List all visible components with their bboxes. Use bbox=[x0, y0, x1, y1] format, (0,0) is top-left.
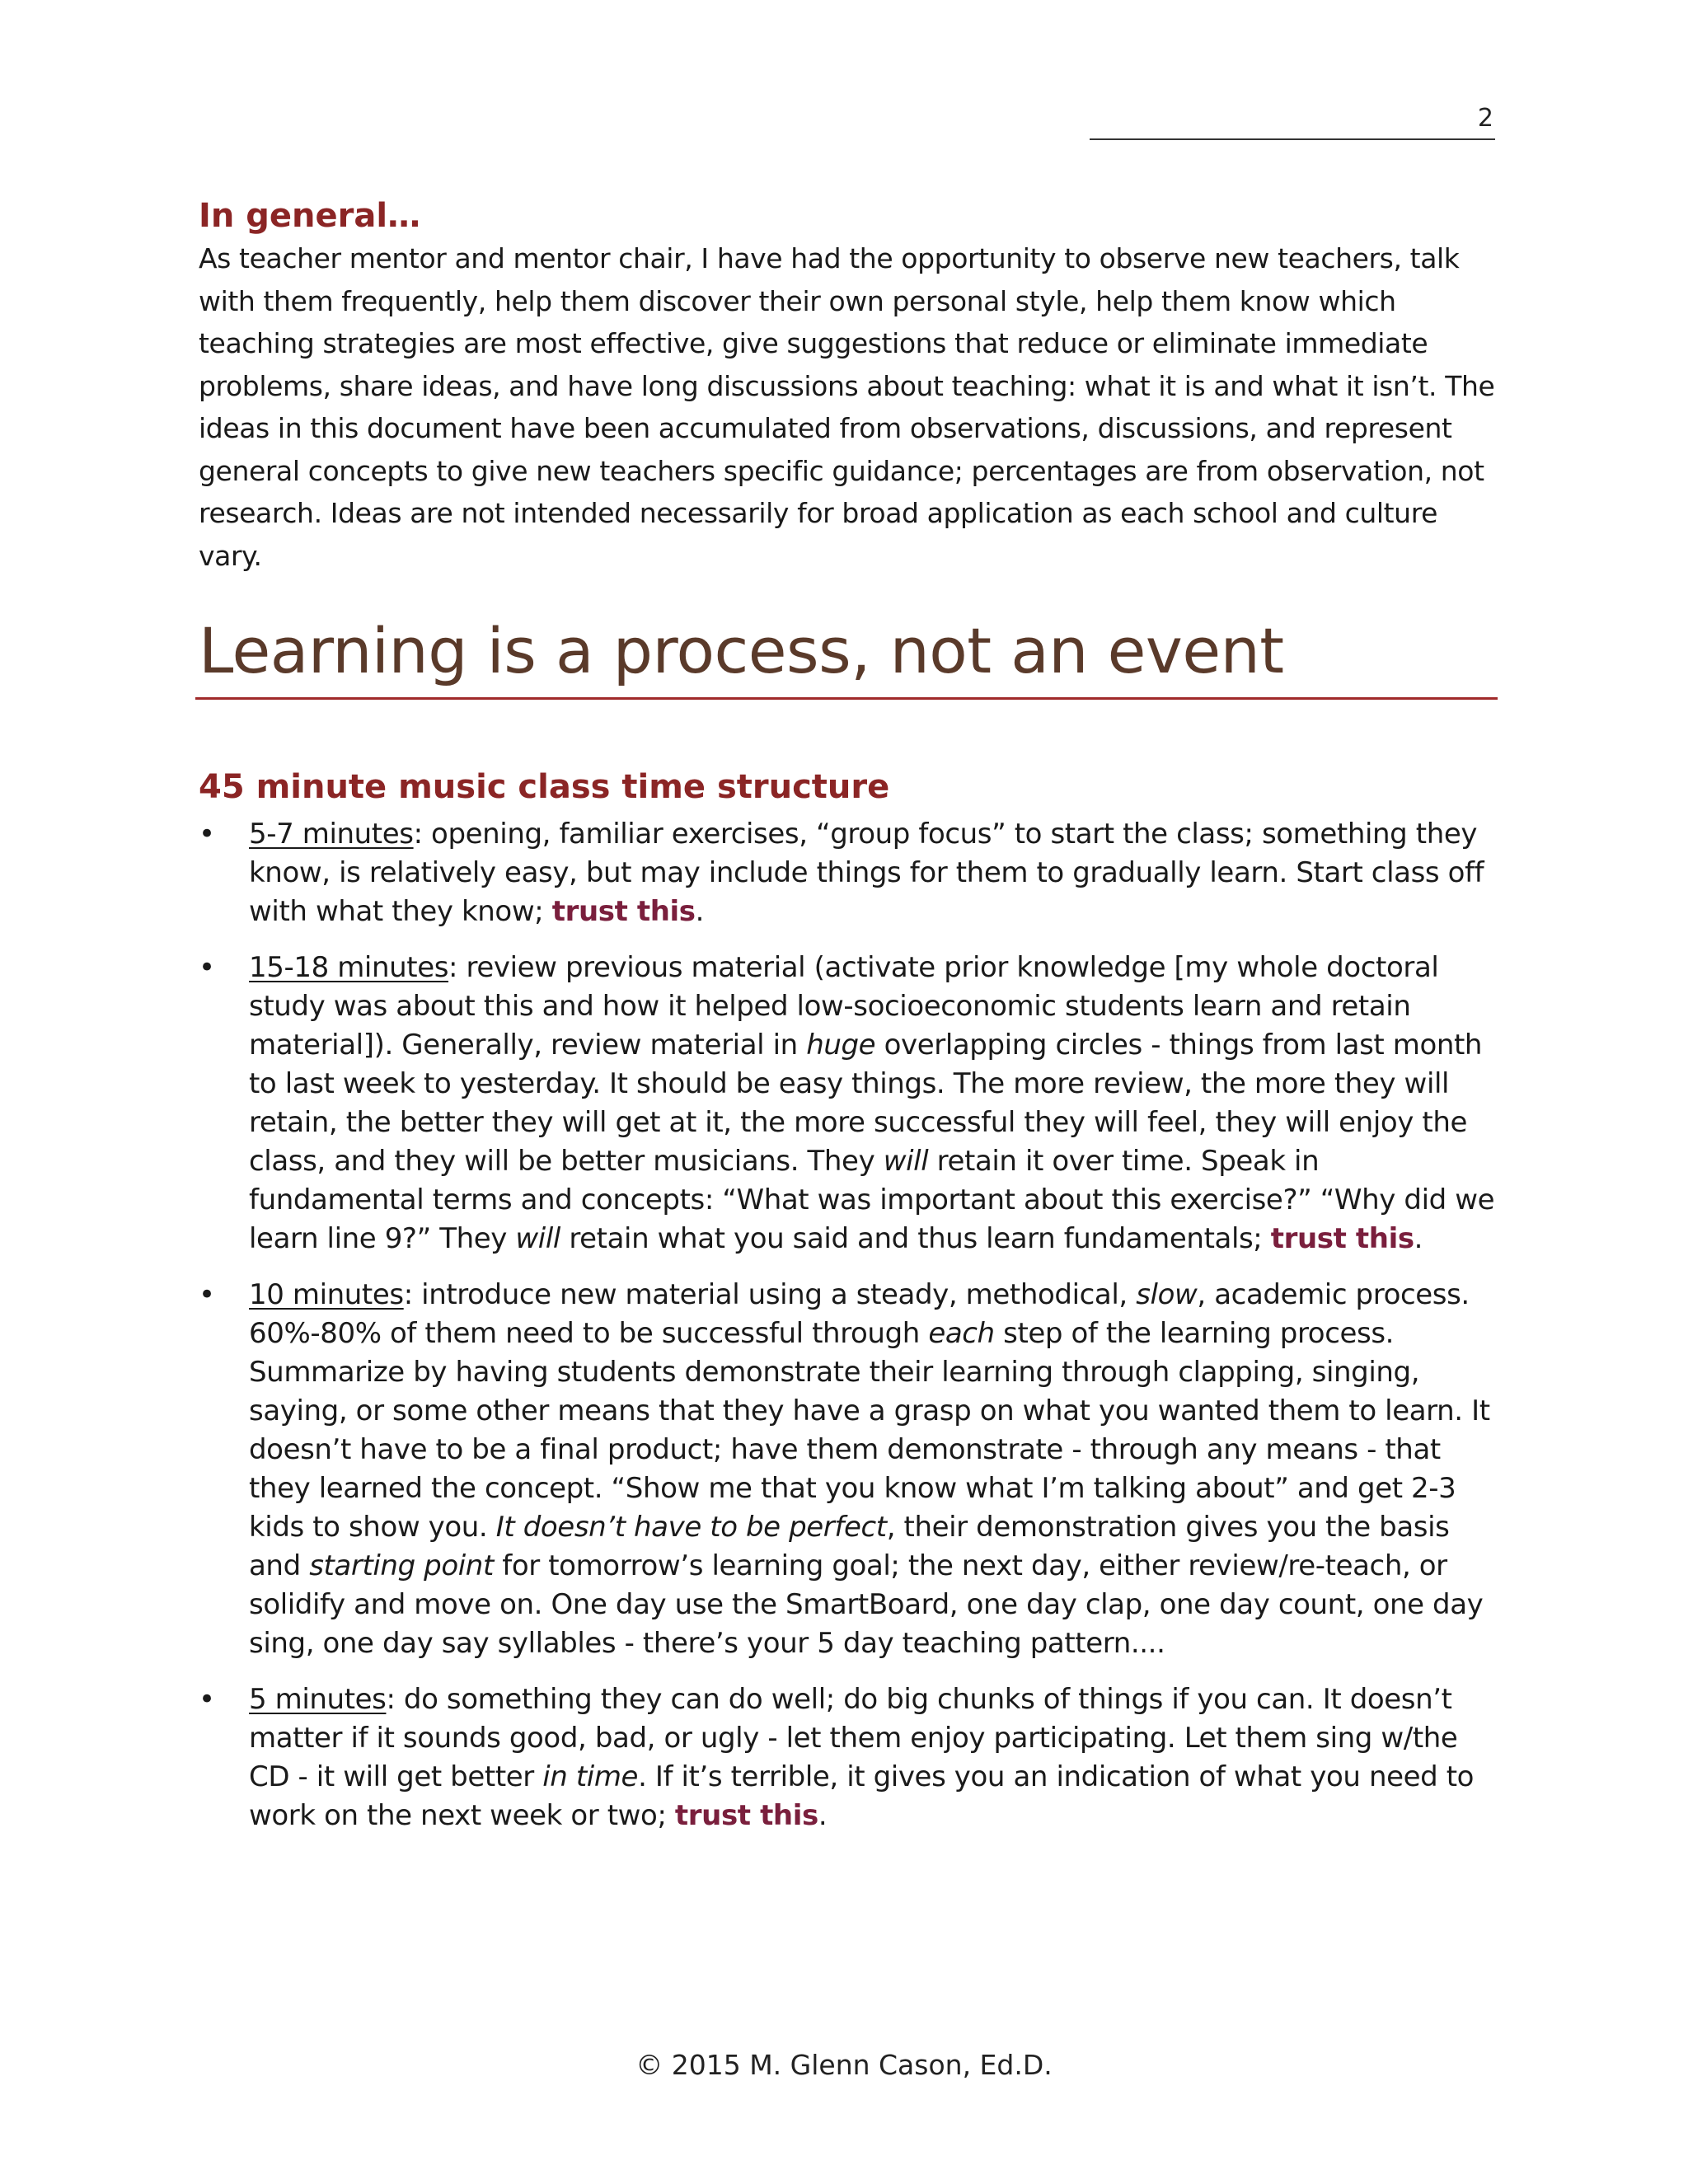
item-text-segment: : review previous material (activate prior knowledge [my whole doctoral study was about this and how it helped low-socioeconomic students learn and retain material]). Generally, review material in bbox=[249, 950, 1439, 1062]
emphasis-text: will bbox=[515, 1221, 560, 1255]
list-item bbox=[199, 1680, 1497, 1835]
emphasis-text: huge bbox=[806, 1028, 876, 1062]
item-text bbox=[249, 1683, 1474, 1832]
item-text-segment: . bbox=[695, 894, 705, 928]
trust-this-emphasis: trust this bbox=[551, 894, 696, 928]
item-text-segment: for tomorrow’s learning goal; the next day, either review/re-teach, or solidify and move on. One day use the SmartBoard, one day clap, one day count, one day sing, one day say syllables - there’s your 5 day teaching pattern.... bbox=[249, 1549, 1484, 1660]
section-heading: 45 minute music class time structure bbox=[199, 767, 890, 806]
emphasis-text: will bbox=[883, 1144, 929, 1178]
item-text-segment: retain it over time. Speak in fundamental terms and concepts: “What was important about this exercise?” “Why did we learn line 9?” They bbox=[249, 1144, 1495, 1255]
bullet-dot: • bbox=[199, 1682, 215, 1716]
trust-this-emphasis: trust this bbox=[674, 1798, 818, 1832]
header-rule bbox=[1090, 138, 1495, 140]
emphasis-text: starting point bbox=[309, 1549, 494, 1582]
item-text bbox=[249, 1278, 1490, 1660]
list-item bbox=[199, 815, 1497, 931]
page-title: Learning is a process, not an event bbox=[199, 614, 1284, 687]
item-text-segment: : opening, familiar exercises, “group focus” to start the class; something they know, is relatively easy, but may include things for them to gradually learn. Start class off with what they know; bbox=[249, 817, 1484, 928]
time-structure-list bbox=[199, 815, 1497, 1835]
time-label: 5 minutes bbox=[249, 1682, 387, 1716]
list-item bbox=[199, 949, 1497, 1258]
page-content bbox=[199, 196, 1497, 1853]
item-text-segment: : introduce new material using a steady, methodical, bbox=[403, 1277, 1137, 1311]
item-text-segment: , their demonstration gives you the basis and bbox=[249, 1510, 1450, 1582]
item-text-segment: retain what you said and thus learn fundamentals; bbox=[560, 1221, 1271, 1255]
item-text-segment: . If it’s terrible, it gives you an indication of what you need to work on the next week or two; bbox=[249, 1760, 1475, 1832]
emphasis-text: each bbox=[928, 1316, 995, 1350]
item-text-segment: , academic process. 60%-80% of them need to be successful through bbox=[249, 1277, 1470, 1350]
bullet-dot: • bbox=[199, 817, 215, 851]
time-label: 15-18 minutes bbox=[249, 950, 449, 984]
page-number: 2 bbox=[1477, 104, 1493, 133]
item-text-segment: : do something they can do well; do big chunks of things if you can. It doesn’t matter if it sounds good, bad, or ugly - let them enjoy participating. Let them sing w/the CD - it will get better bbox=[249, 1682, 1458, 1793]
time-label: 10 minutes bbox=[249, 1277, 404, 1311]
item-text bbox=[249, 951, 1494, 1255]
item-text bbox=[249, 818, 1484, 928]
emphasis-text: slow bbox=[1136, 1277, 1198, 1311]
emphasis-text: It doesn’t have to be perfect bbox=[495, 1510, 887, 1544]
item-text-segment: . bbox=[818, 1798, 828, 1832]
title-rule bbox=[195, 697, 1498, 700]
footer-copyright: © 2015 M. Glenn Cason, Ed.D. bbox=[635, 2049, 1053, 2081]
item-text-segment: step of the learning process. Summarize by having students demonstrate their learning through clapping, singing, saying, or some other means that they have a grasp on what you wanted them to learn. It doesn’t have to be a final product; have them demonstrate - through any means - that they learned the concept. “Show me that you know what I’m talking about” and get 2-3 kids to show you. bbox=[249, 1316, 1490, 1544]
trust-this-emphasis: trust this bbox=[1270, 1221, 1414, 1255]
emphasis-text: in time bbox=[542, 1760, 639, 1793]
list-item bbox=[199, 1276, 1497, 1663]
bullet-dot: • bbox=[199, 950, 215, 984]
intro-heading: In general… bbox=[199, 197, 421, 235]
bullet-dot: • bbox=[199, 1277, 215, 1311]
intro-paragraph: As teacher mentor and mentor chair, I have had the opportunity to observe new teachers, talk with them frequently, help them discover their own personal style, help them know which teaching strategies are most effective, give suggestions that reduce or eliminate immediate problems, share ideas, and have long discussions about teaching: what it is and what it isn’t. The ideas in this document have been accumulated from observations, discussions, and represent general concepts to give new teachers specific guidance; percentages are from observation, not research. Ideas are not intended necessarily for broad application as each school and culture vary. bbox=[199, 242, 1495, 572]
time-label: 5-7 minutes bbox=[249, 817, 414, 851]
item-text-segment: overlapping circles - things from last month to last week to yesterday. It should be easy things. The more review, the more they will retain, the better they will get at it, the more successful they will feel, they will enjoy the class, and they will be better musicians. They bbox=[249, 1028, 1483, 1178]
item-text-segment: . bbox=[1414, 1221, 1423, 1255]
